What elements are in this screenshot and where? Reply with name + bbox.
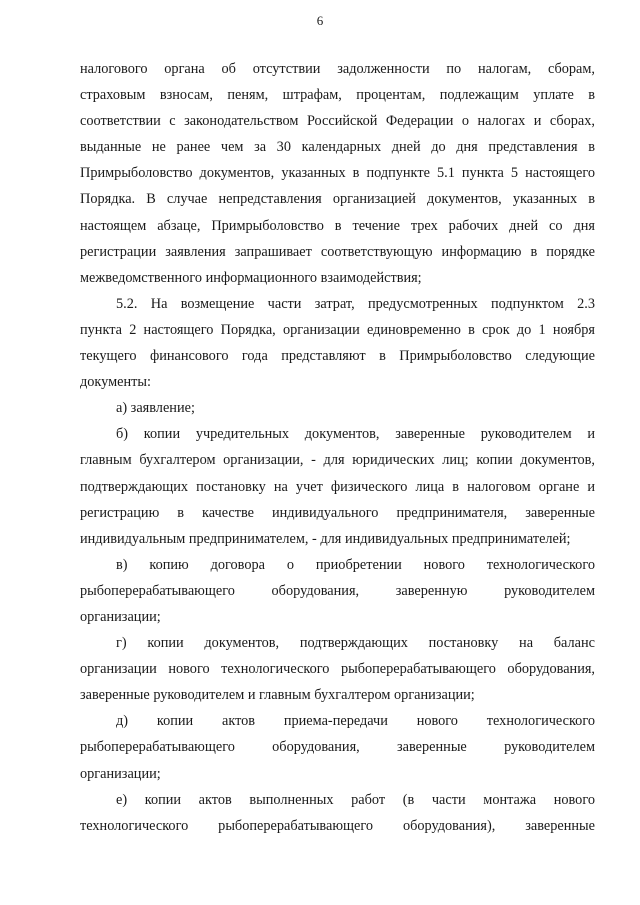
text-line: межведомственного информационного взаимодействия; <box>80 269 422 286</box>
text-line: страховым взносам, пеням, штрафам, процентам, подлежащим уплате в <box>80 87 595 104</box>
text-line: технологического рыбоперерабатывающего оборудования), заверенные <box>80 817 595 834</box>
text-line: в) копию договора о приобретении нового технологического <box>116 556 595 573</box>
text-line: б) копии учредительных документов, заверенные руководителем и <box>116 426 595 443</box>
paragraph-item-v <box>80 552 595 630</box>
text-line: текущего финансового года представляют в Примрыболовство следующие <box>80 348 595 365</box>
text-line: документы: <box>80 374 151 391</box>
text-line: рыбоперерабатывающего оборудования, заверенную руководителем <box>80 582 595 599</box>
text-line: настоящем абзаце, Примрыболовство в течение трех рабочих дней со дня <box>80 217 595 234</box>
text-line: выданные не ранее чем за 30 календарных дней до дня представления в <box>80 139 595 156</box>
text-line: а) заявление; <box>116 400 195 417</box>
paragraph-item-g <box>80 630 595 708</box>
text-line: д) копии актов приема-передачи нового технологического <box>116 713 595 730</box>
text-line: соответствии с законодательством Российской Федерации о налогах и сборах, <box>80 113 595 130</box>
paragraph-item-d <box>80 708 595 786</box>
text-line: пункта 2 настоящего Порядка, организации единовременно в срок до 1 ноября <box>80 321 595 338</box>
paragraph-item-e <box>80 787 595 839</box>
text-line: индивидуальным предпринимателем, - для индивидуальных предпринимателей; <box>80 530 571 547</box>
text-line: е) копии актов выполненных работ (в части монтажа нового <box>116 791 595 808</box>
text-line: рыбоперерабатывающего оборудования, заверенные руководителем <box>80 739 595 756</box>
text-line: 5.2. На возмещение части затрат, предусмотренных подпунктом 2.3 <box>116 295 595 312</box>
text-line: организации нового технологического рыбоперерабатывающего оборудования, <box>80 661 595 678</box>
text-line: регистрацию в качестве индивидуального предпринимателя, заверенные <box>80 504 595 521</box>
text-line: организации; <box>80 765 161 782</box>
text-line: заверенные руководителем и главным бухгалтером организации; <box>80 687 475 704</box>
paragraph-tax-certificate <box>80 56 595 291</box>
paragraph-item-a <box>80 395 595 421</box>
text-line: организации; <box>80 608 161 625</box>
text-line: регистрации заявления запрашивает соответствующую информацию в порядке <box>80 243 595 260</box>
text-line: Порядка. В случае непредставления организацией документов, указанных в <box>80 191 595 208</box>
paragraph-item-b <box>80 421 595 551</box>
paragraph-clause-5-2 <box>80 291 595 395</box>
text-line: Примрыболовство документов, указанных в подпункте 5.1 пункта 5 настоящего <box>80 165 595 182</box>
document-body <box>80 56 595 839</box>
page-number: 6 <box>316 13 324 28</box>
text-line: главным бухгалтером организации, - для юридических лиц; копии документов, <box>80 452 595 469</box>
text-line: г) копии документов, подтверждающих постановку на баланс <box>116 635 595 652</box>
text-line: подтверждающих постановку на учет физического лица в налоговом органе и <box>80 478 595 495</box>
text-line: налогового органа об отсутствии задолженности по налогам, сборам, <box>80 61 595 77</box>
